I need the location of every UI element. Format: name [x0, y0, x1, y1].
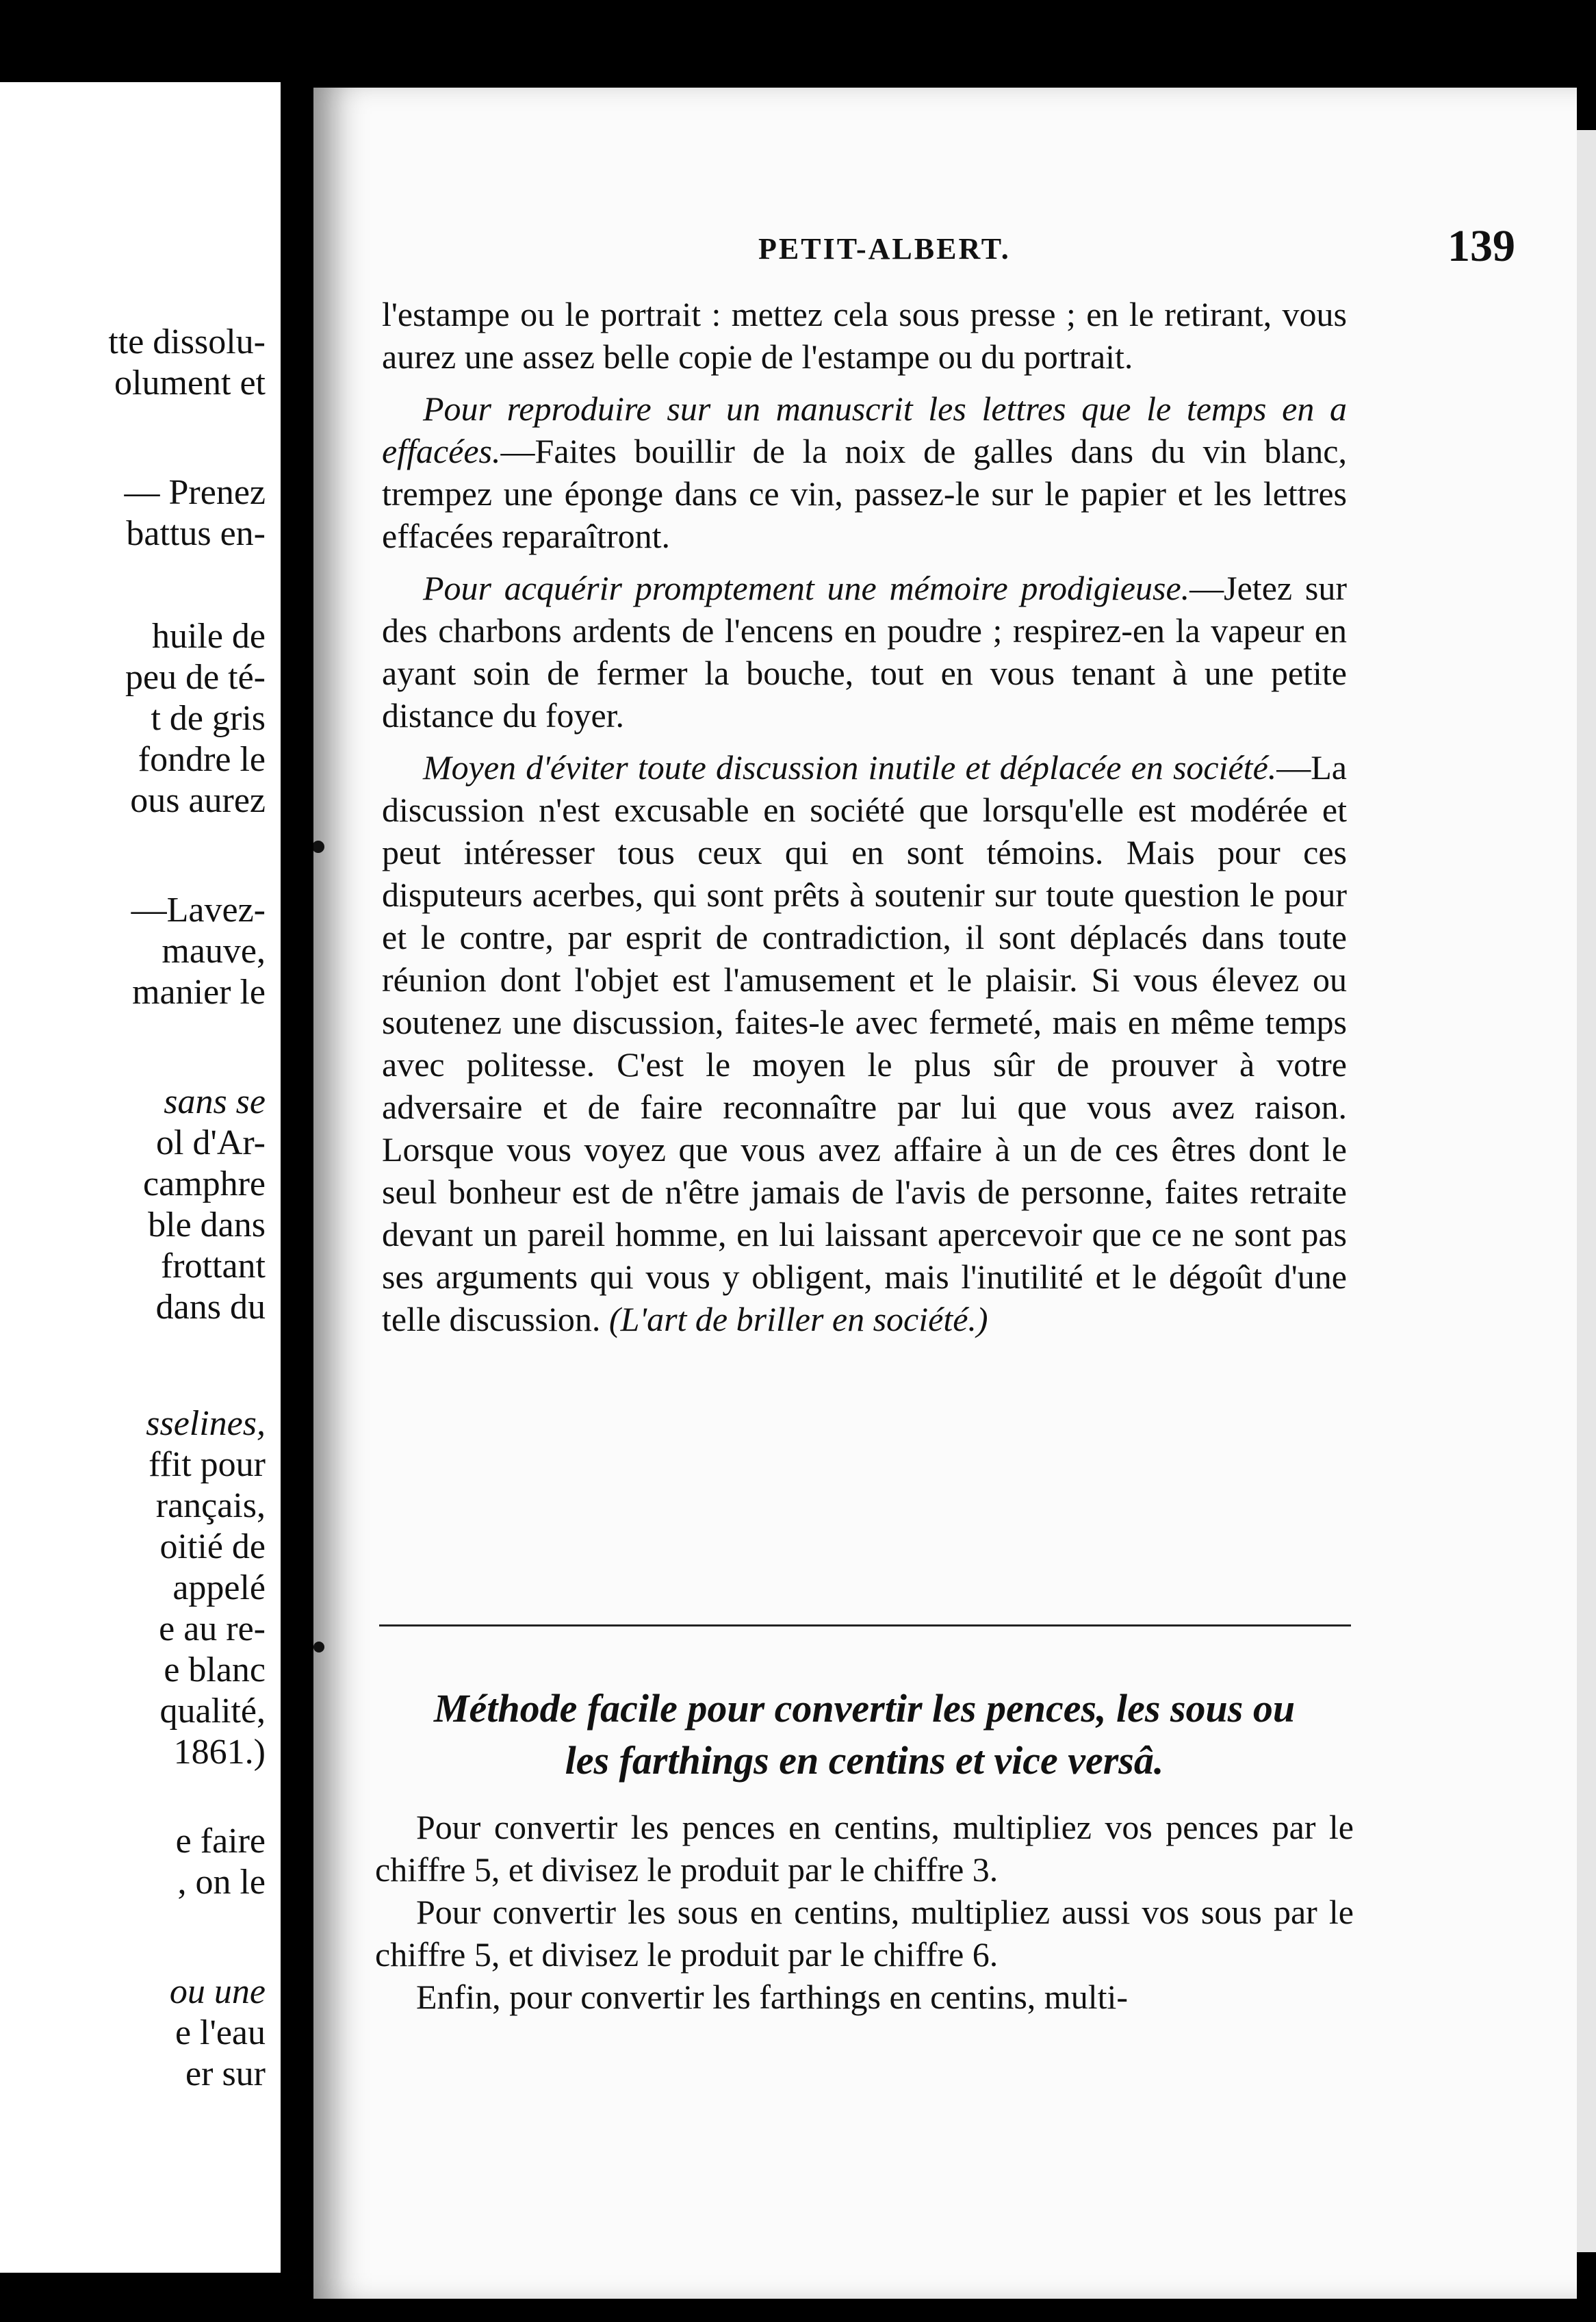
page-header [313, 221, 1577, 286]
section-title-line-1: Méthode facile pour convertir les pences, les sous ou [433, 1686, 1296, 1731]
left-page-line: mauve, [162, 932, 266, 971]
left-page-line: olument et [114, 363, 266, 403]
left-page-line: qualité, [159, 1692, 266, 1731]
paragraph-pences: Pour convertir les pences en centins, multipliez vos pences par le chiffre 5, et divisez le produit par le chiffre 3. [375, 1808, 1354, 1889]
recipe-title: Pour acquérir promptement une mémoire prodigieuse. [423, 569, 1190, 607]
left-page-line: t de gris [151, 699, 266, 738]
left-page-line: oitié de [159, 1527, 266, 1566]
paragraph-farthings: Enfin, pour convertir les farthings en centins, multi- [416, 1978, 1129, 2016]
recipe-body: —Faites bouillir de la noix de galles dans du vin blanc, trempez une éponge dans ce vin, passez-le sur le papier et les lettres effacées reparaîtront. [382, 432, 1347, 555]
section-title-line-2: les farthings en centins et vice versâ. [565, 1738, 1164, 1783]
left-page-line: peu de té- [125, 658, 266, 697]
left-page-line: sans se [164, 1082, 266, 1121]
binding-hole [313, 841, 324, 853]
left-page-line: ffit pour [149, 1445, 266, 1484]
page-edge [1577, 130, 1596, 2252]
recipe-title: Moyen d'éviter toute discussion inutile et déplacée en société. [423, 748, 1277, 787]
left-page-line: —Lavez- [131, 891, 266, 930]
paragraph-manuscript [382, 387, 1347, 557]
left-page-line: huile de [151, 617, 266, 656]
section-body [375, 1806, 1354, 2018]
binding-hole [313, 1642, 324, 1653]
left-page-line: battus en- [126, 514, 266, 553]
left-page-line: er sur [185, 2054, 266, 2093]
main-page [313, 88, 1577, 2299]
left-page-line: e au re- [159, 1609, 266, 1648]
source-citation: (L'art de briller en société.) [608, 1300, 988, 1338]
left-page-line: frottant [160, 1247, 266, 1286]
left-page-line: 1861.) [173, 1733, 266, 1772]
running-head: PETIT-ALBERT. [758, 232, 1011, 266]
left-page-line: ol d'Ar- [156, 1123, 266, 1162]
recipe-body: —La discussion n'est excusable en société que lorsqu'elle est modérée et peut intéresser tous ceux qui en sont témoins. Mais pour ces disputeurs acerbes, qui sont prêts à soutenir sur toute question le pour et le contre, par esprit de contradiction, il sont déplacés dans toute réunion dont l'objet est l'amusement et le plaisir. Si vous élevez ou soutenez une discussion, faites-le avec fermeté, mais en même temps avec politesse. C'est le moyen le plus sûr de prouver à votre adversaire et de faire reconnaître par lui que vous avez raison. Lorsque vous voyez que vous avez affaire à un de ces êtres dont le seul bonheur est de n'être jamais de l'avis de personne, faites retraite devant un pareil homme, en lui laissant apercevoir que ce ne sont pas ses arguments qui vous y obligent, mais l'inutilité et le dégoût d'une telle discussion. [382, 748, 1347, 1338]
paragraph-sous: Pour convertir les sous en centins, multipliez aussi vos sous par le chiffre 5, et divisez le produit par le chiffre 6. [375, 1893, 1354, 1974]
left-page-line: sselines, [146, 1404, 266, 1443]
left-page-line: rançais, [155, 1486, 266, 1525]
left-page-line: tte dissolu- [108, 322, 266, 361]
recipe-body: —Jetez sur des charbons ardents de l'encens en poudre ; respirez-en la vapeur en ayant soin de fermer la bouche, tout en vous tenant à une petite distance du foyer. [382, 569, 1347, 735]
page-number: 139 [1447, 221, 1515, 271]
left-page-line: manier le [132, 973, 266, 1012]
left-page-fragment [0, 82, 282, 2273]
body-text [382, 293, 1347, 1350]
paragraph-continuation: l'estampe ou le portrait : mettez cela sous presse ; en le retirant, vous aurez une assez belle copie de l'estampe ou du portrait. [382, 295, 1347, 376]
section-title [375, 1683, 1354, 1787]
left-page-line: appelé [172, 1568, 266, 1607]
recipe-title: Pour reproduire sur un manuscrit les lettres que le temps en a effacées. [382, 390, 1347, 470]
left-page-line: — Prenez [124, 473, 266, 512]
paragraph-memory [382, 567, 1347, 737]
left-page-line: dans du [155, 1288, 266, 1327]
left-page-line: ble dans [148, 1205, 266, 1245]
left-page-line: e blanc [164, 1650, 266, 1689]
left-page-line: fondre le [138, 740, 266, 779]
left-page-line: ou une [169, 1972, 266, 2011]
left-page-line: e faire [175, 1822, 266, 1861]
paragraph-discussion [382, 746, 1347, 1340]
left-page-line: camphre [142, 1164, 266, 1203]
left-page-line: e l'eau [175, 2013, 266, 2052]
left-page-line: ous aurez [130, 781, 266, 820]
section-divider [379, 1624, 1351, 1626]
left-page-line: , on le [177, 1863, 266, 1902]
